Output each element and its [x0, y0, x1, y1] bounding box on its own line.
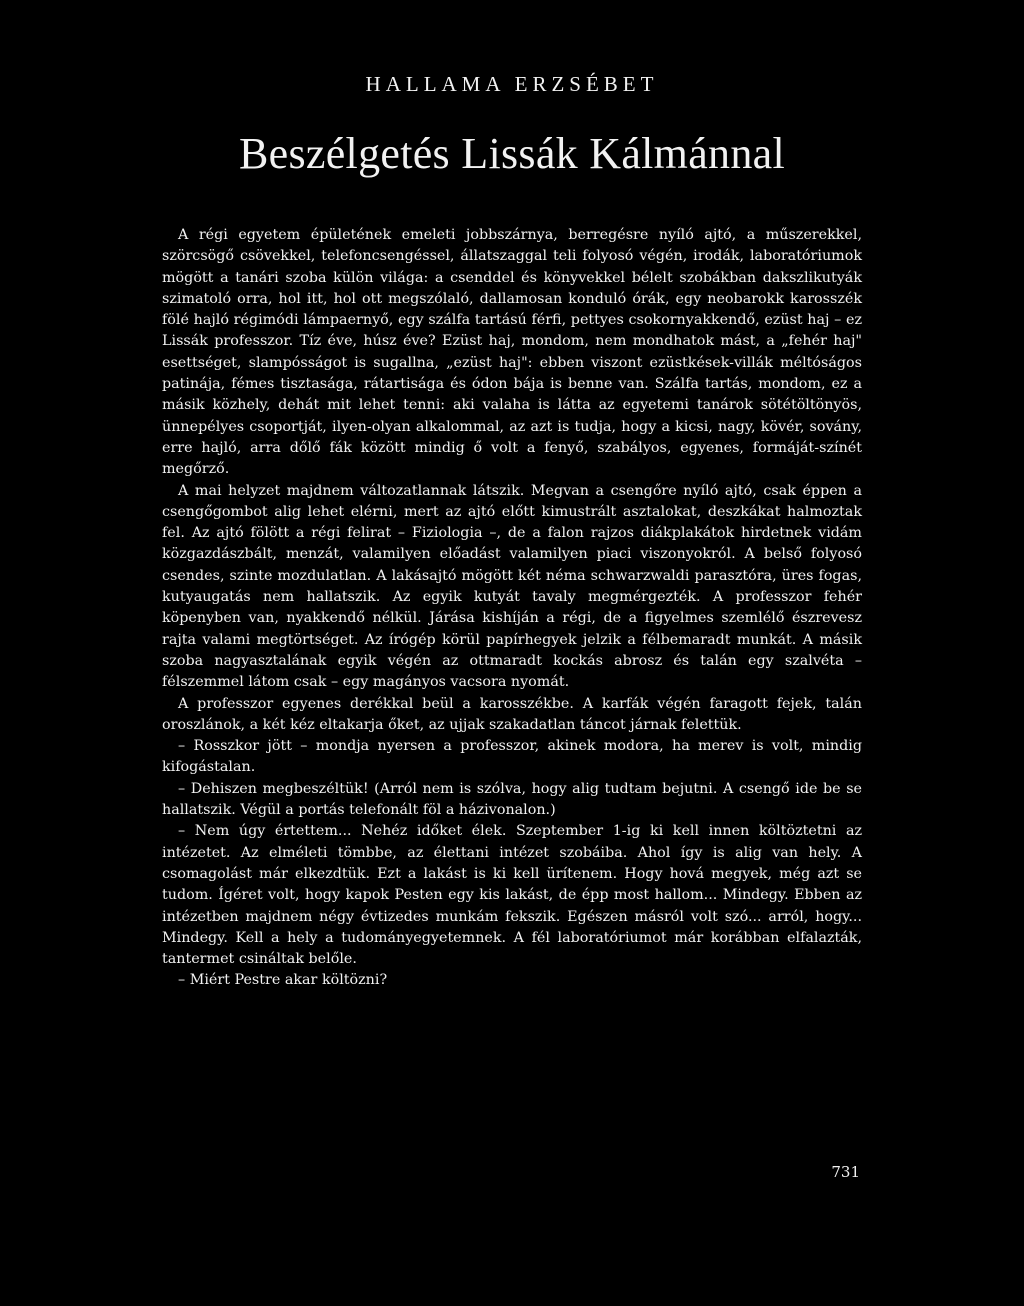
author-name: HALLAMA ERZSÉBET: [365, 72, 659, 96]
article-body: [162, 225, 862, 992]
page-number: 731: [831, 1163, 860, 1181]
paragraph-2: A mai helyzet majdnem változatlannak látszik. Megvan a csengőre nyíló ajtó, csak éppen a csengőgombot alig lehet elérni, mert az ajtó előtt kimustrált asztalokat, deszkákat halmoztak fel. Az ajtó fölött a régi felirat – Fiziologia –, de a falon rajzos diákplakátok hirdetnek vidám közgazdászbált, menzát, valamilyen előadást valamilyen piaci viszonyokról. A belső folyosó csendes, szinte mozdulatlan. A lakásajtó mögött két néma schwarzwaldi parasztóra, üres fogas, kutyaugatás nem hallatszik. Az egyik kutyát tavaly megmérgezték. A professzor fehér köpenyben van, nyakkendő nélkül. Járása kishíján a régi, de a figyelmes szemlélő észrevesz rajta valami megtörtséget. Az írógép körül papírhegyek jelzik a félbemaradt munkát. A másik szoba nagyasztalának egyik végén az ottmaradt kockás abrosz és talán egy szalvéta – félszemmel látom csak – egy magányos vacsora nyomát.: [162, 482, 862, 691]
paragraph-5: – Dehiszen megbeszéltük! (Arról nem is szólva, hogy alig tudtam bejutni. A csengő ide be se hallatszik. Végül a portás telefonált föl a házivonalon.): [162, 780, 862, 819]
paragraph-1: A régi egyetem épületének emeleti jobbszárnya, berregésre nyíló ajtó, a műszerekkel, szörcsögő csövekkel, telefoncsengéssel, állatszaggal teli folyosó végén, irodák, laboratóriumok mögött a tanári szoba külön világa: a csenddel és könyvekkel bélelt szobákban dakszlikutyák szimatoló orra, hol itt, hol ott megszólaló, dallamosan konduló órák, egy neobarokk karosszék fölé hajló régimódi lámpaernyő, egy szálfa tartású férfi, pettyes csokornyakkendő, ezüst haj – ez Lissák professzor. Tíz éve, húsz éve? Ezüst haj, mondom, nem mondhatok mást, a „fehér haj" esettséget, slampósságot is sugallna, „ezüst haj": ebben viszont ezüstkések-villák méltóságos patinája, fémes tisztasága, rátartisága és ódon bája is benne van. Szálfa tartás, mondom, ez a másik közhely, dehát mit lehet tenni: aki valaha is látta az egyetemi tanárok sötétöltönyös, ünnepélyes csoportját, ilyen-olyan alkalommal, az azt is tudja, hogy a kicsi, nagy, kövér, sovány, erre hajló, arra dőlő fák között mindig ő volt a fenyő, szabályos, egyenes, formáját-színét megőrző.: [162, 227, 862, 478]
article-title: Beszélgetés Lissák Kálmánnal: [238, 129, 785, 178]
paragraph-7: – Miért Pestre akar költözni?: [178, 972, 388, 989]
paragraph-6: – Nem úgy értettem... Nehéz időket élek. Szeptember 1-ig ki kell innen költöztetni az intézetet. Az elméleti tömbbe, az élettani intézet szobáiba. Ahol így is alig van hely. A csomagolást már elkezdtük. Ezt a lakást is ki kell ürítenem. Hogy hová megyek, még azt se tudom. Ígéret volt, hogy kapok Pesten egy kis lakást, de épp most hallom... Mindegy. Ebben az intézetben majdnem négy évtizedes munkám fekszik. Egészen másról volt szó... arról, hogy... Mindegy. Kell a hely a tudományegyetemnek. A fél laboratóriumot már korábban elfalazták, tantermet csináltak belőle.: [162, 823, 862, 968]
paragraph-3: A professzor egyenes derékkal beül a karosszékbe. A karfák végén faragott fejek, talán oroszlánok, a két kéz eltakarja őket, az ujjak szakadatlan táncot járnak felettük.: [162, 695, 862, 733]
paragraph-4: – Rosszkor jött – mondja nyersen a professzor, akinek modora, ha merev is volt, mindig kifogástalan.: [162, 738, 862, 776]
